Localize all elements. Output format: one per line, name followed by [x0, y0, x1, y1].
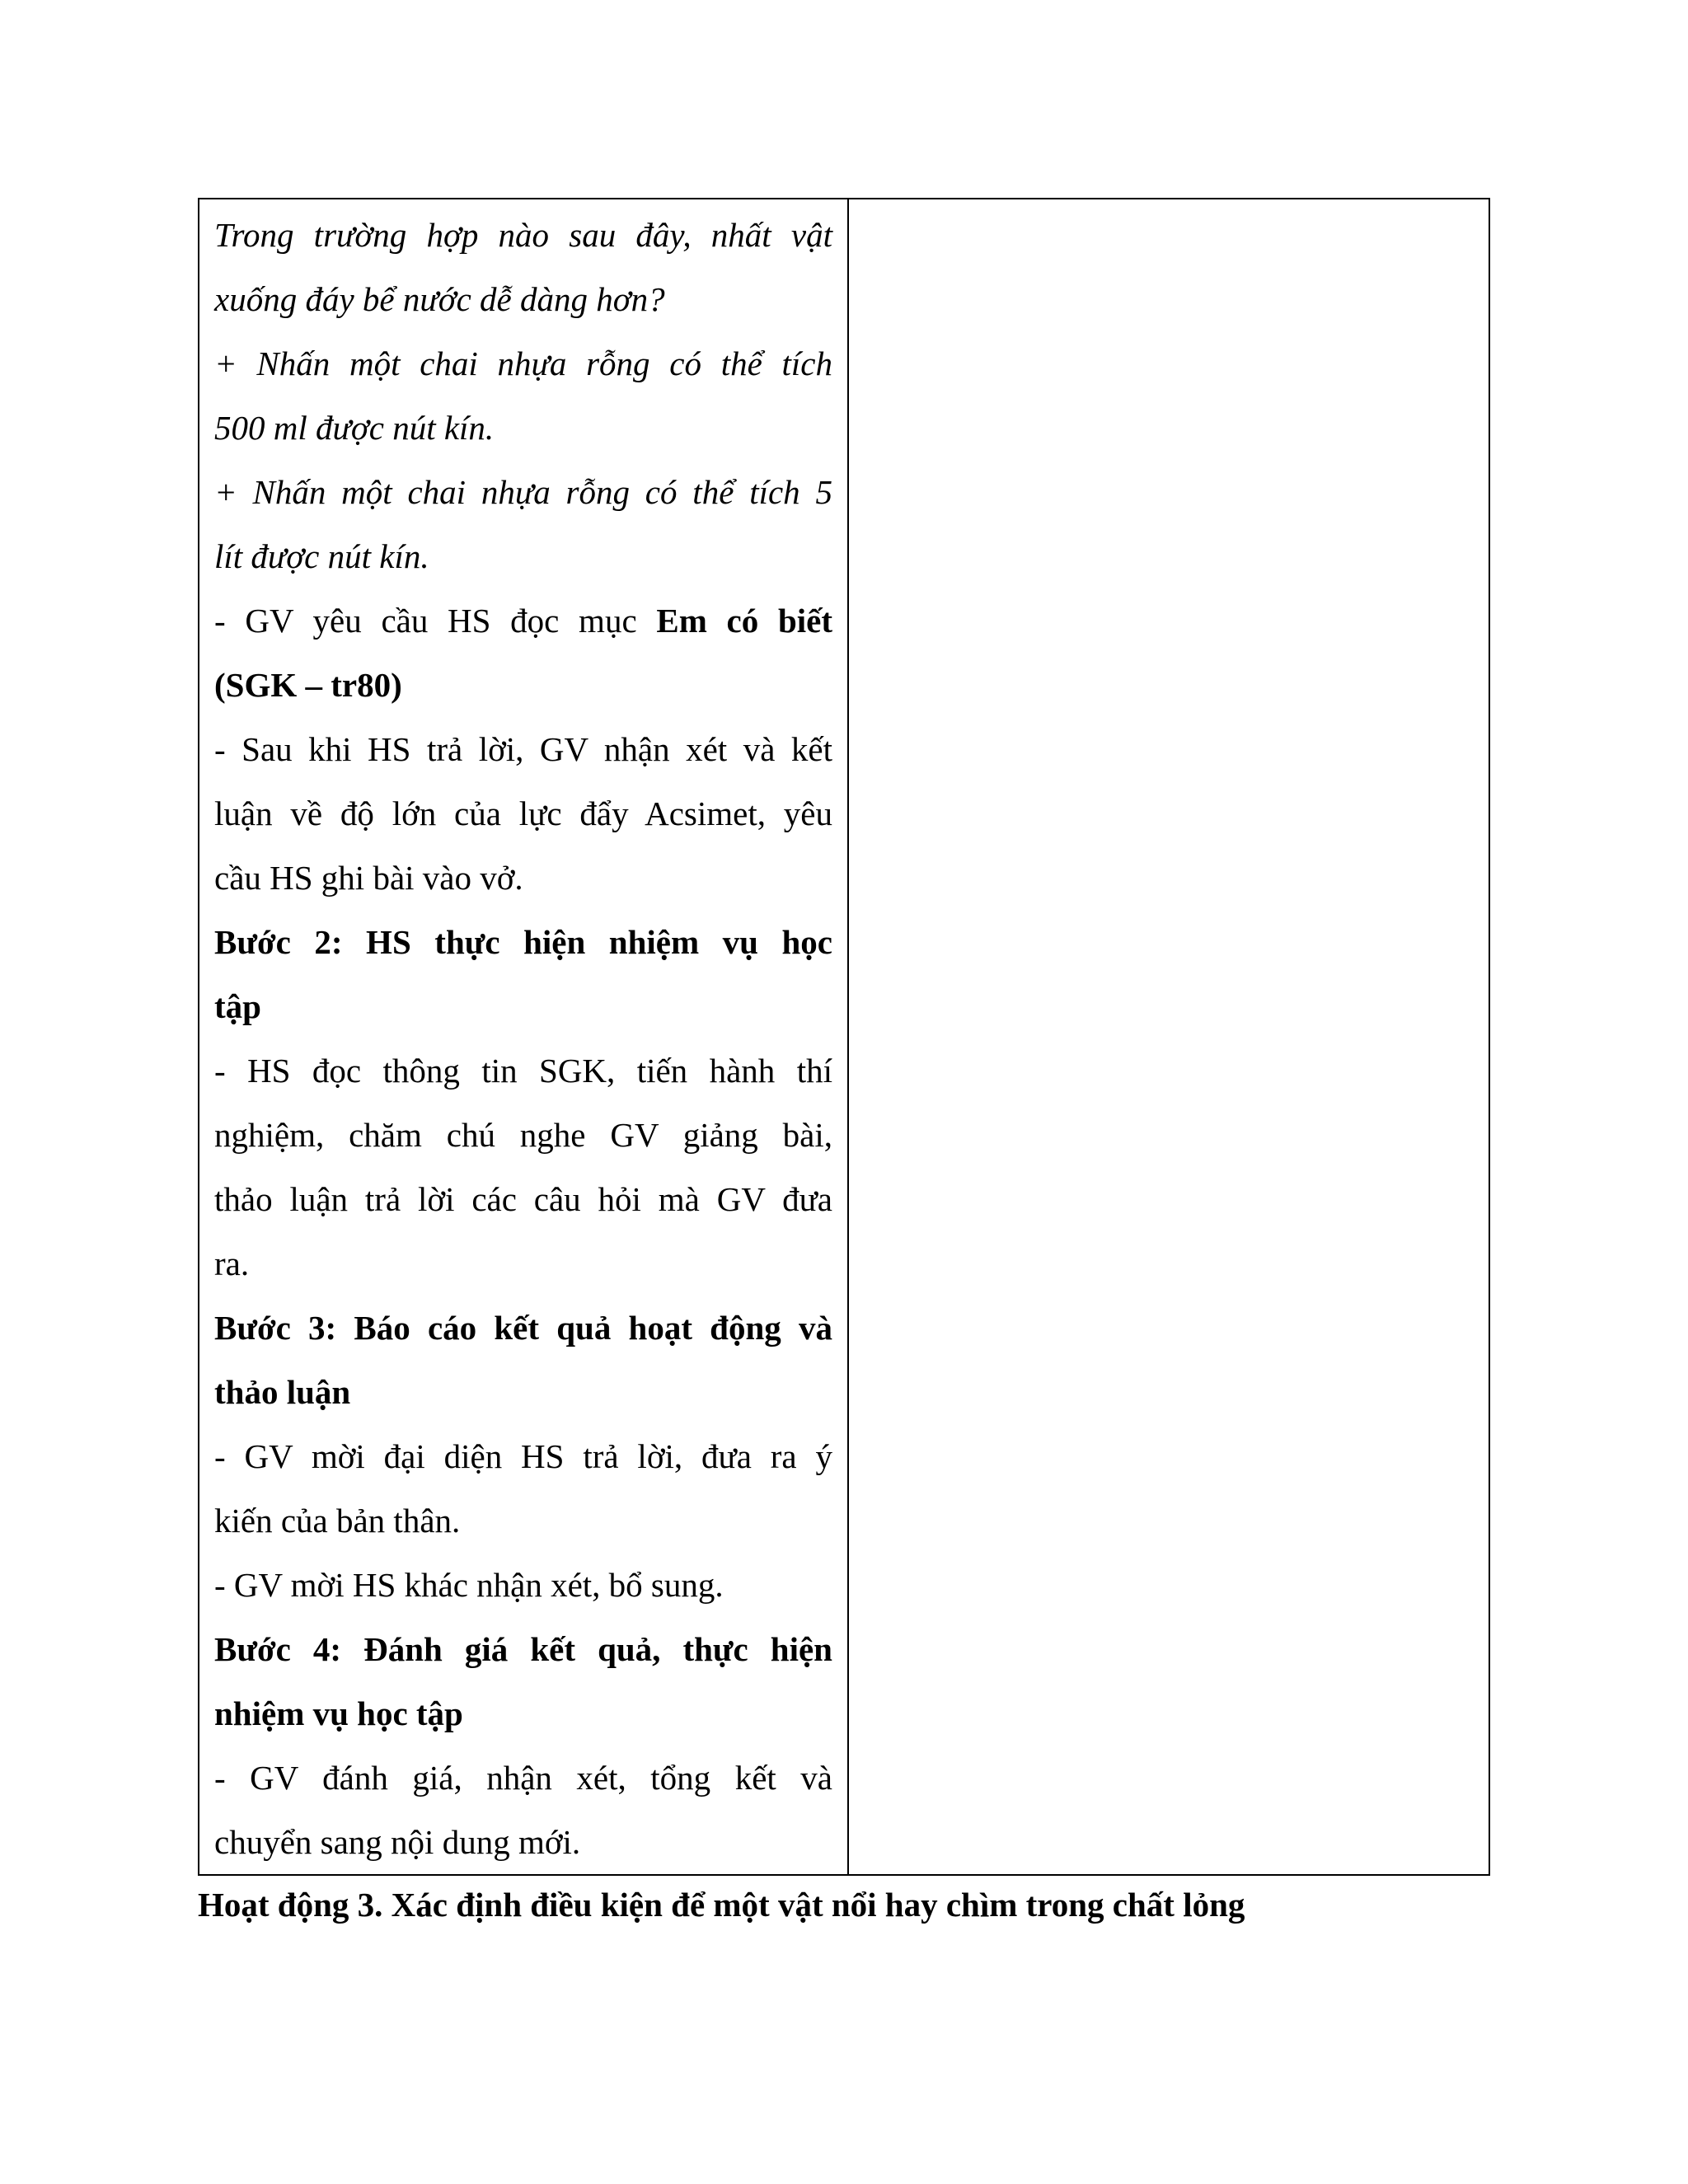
step3-line: - GV mời đại diện HS trả lời, đưa ra ý — [214, 1437, 832, 1475]
step3-heading: Bước 3: Báo cáo kết quả hoạt động và — [214, 1309, 832, 1347]
em-co-biet-label: Em có biết — [656, 602, 832, 640]
conclusion-line: - Sau khi HS trả lời, GV nhận xét và kết — [214, 730, 832, 768]
conclusion-line: luận về độ lớn của lực đẩy Acsimet, yêu — [214, 794, 832, 832]
activity-column — [199, 199, 848, 1875]
step3-heading: thảo luận — [214, 1373, 351, 1411]
gv-request-line — [214, 588, 832, 653]
option-line: + Nhấn một chai nhựa rỗng có thể tích — [214, 344, 832, 382]
activity-content — [199, 199, 847, 1874]
lesson-table — [198, 198, 1490, 1876]
gv-request-prefix: - GV yêu cầu HS đọc mục — [214, 602, 657, 640]
sgk-reference: (SGK – tr80) — [214, 666, 402, 704]
section-heading: Hoạt động 3. Xác định điều kiện để một vật nổi hay chìm trong chất lỏng — [198, 1886, 1245, 1924]
step4-line: chuyển sang nội dung mới. — [214, 1823, 581, 1861]
step4-heading: Bước 4: Đánh giá kết quả, thực hiện — [214, 1630, 832, 1668]
product-column — [848, 199, 1489, 1875]
step3-line: - GV mời HS khác nhận xét, bổ sung. — [214, 1566, 724, 1604]
step2-heading: Bước 2: HS thực hiện nhiệm vụ học — [214, 923, 832, 961]
step2-line: - HS đọc thông tin SGK, tiến hành thí — [214, 1052, 832, 1090]
option-line: lít được nút kín. — [214, 537, 429, 575]
question-line: xuống đáy bể nước dễ dàng hơn? — [214, 280, 665, 318]
step2-heading: tập — [214, 987, 261, 1025]
question-line: Trong trường hợp nào sau đây, nhất vật — [214, 216, 832, 254]
option-line: + Nhấn một chai nhựa rỗng có thể tích 5 — [214, 473, 832, 511]
conclusion-line: cầu HS ghi bài vào vở. — [214, 859, 523, 897]
step3-line: kiến của bản thân. — [214, 1502, 461, 1540]
table-row — [199, 199, 1489, 1875]
step2-line: thảo luận trả lời các câu hỏi mà GV đưa — [214, 1180, 832, 1218]
step2-line: nghiệm, chăm chú nghe GV giảng bài, — [214, 1116, 832, 1154]
step4-heading: nhiệm vụ học tập — [214, 1694, 463, 1732]
step2-line: ra. — [214, 1244, 250, 1282]
option-line: 500 ml được nút kín. — [214, 409, 495, 447]
step4-line: - GV đánh giá, nhận xét, tổng kết và — [214, 1759, 832, 1797]
